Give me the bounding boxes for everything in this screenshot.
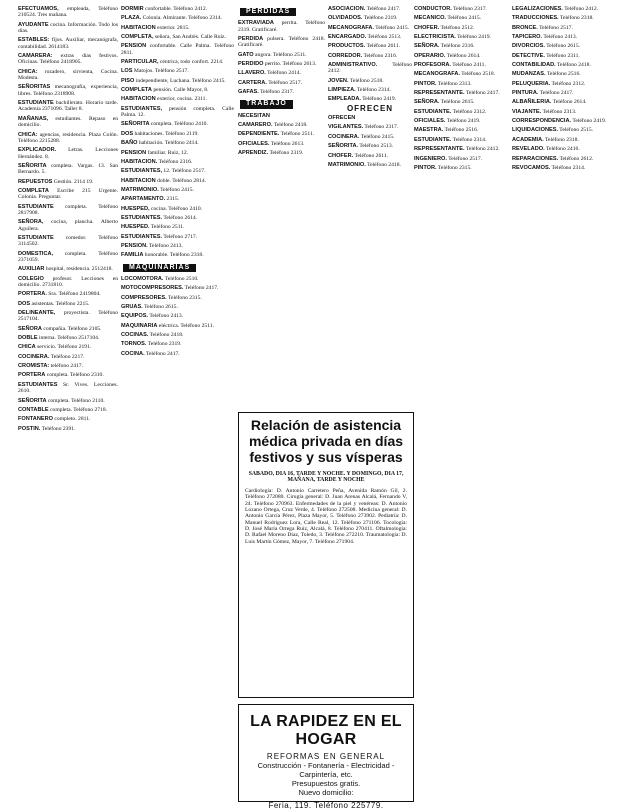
ad-line-3: Nuevo domicilio: — [298, 788, 354, 797]
classified-ad: FONTANERO completo. 2811. — [18, 416, 91, 423]
classified-ad: SEÑORITA completa. Teléfono 2110. — [18, 397, 105, 404]
classified-ad: COCINERA. Teléfono 2217. — [18, 353, 85, 360]
classified-ad: CAMARERO. Teléfono 2418. — [238, 122, 308, 129]
classified-ad: CONTABLE completa. Teléfono 2718. — [18, 406, 108, 413]
section-maquinarias: MAQUINARIAS — [123, 264, 196, 272]
classified-ad: POSTIN. Teléfono 2391. — [18, 425, 76, 432]
classified-ad: COMPLETA Escribe 215 Urgente. Colonia. Preguntar. — [18, 187, 118, 201]
classified-ad: SEÑORITA completa. Vargas. 13. San Bernardo. 5. — [18, 162, 118, 176]
classified-ad: COCINERA. Teléfono 2415. — [328, 133, 395, 140]
classified-ad: COMPLETA, señora, San Andrés. Calle Ruiz. — [121, 34, 226, 41]
classified-ad: CORREDOR. Teléfono 2316. — [328, 52, 398, 59]
classified-ad: OFICIALES. Teléfono 2613. — [238, 140, 305, 147]
classified-ad: PROFESORA. Teléfono 2411. — [414, 62, 486, 69]
classified-ad: ESTUDIANTE bachillerato. Horario tarde. Academia 2371096. Taller 8. — [18, 100, 118, 113]
ad-line-2: Presupuestos gratis. — [291, 779, 361, 788]
classified-ad: PRODUCTOS. Teléfono 2611. — [328, 43, 401, 50]
classified-ad: PORTERA completa. Teléfono 2310. — [18, 372, 104, 379]
classified-ad: MATRIMONIO. Teléfono 2415. — [121, 186, 194, 193]
classified-ad: PINTOR. Teléfono 2315. — [414, 164, 472, 171]
classified-ad: ASOCIACION. Teléfono 2417. — [328, 6, 401, 12]
column-6 — [512, 6, 612, 174]
classified-ad: ADMINISTRATIVO. Teléfono 2412. — [328, 62, 412, 75]
classified-ad: AYUDANTE cocina. Información. Todo los días. — [18, 21, 118, 35]
classified-ad: CONTABILIDAD. Teléfono 2418. — [512, 62, 591, 69]
classified-ad: ELECTRICISTA. Teléfono 2419. — [414, 34, 491, 41]
classified-ad: LOS Matojos. Teléfono 2517. — [121, 68, 189, 75]
classified-ad: OFRECEN — [328, 115, 356, 122]
medical-assistance-box — [238, 412, 414, 698]
classified-ad: DIVORCIOS. Teléfono 2615. — [512, 43, 581, 50]
classified-ad: HABITACION. Teléfono 2316. — [121, 158, 193, 165]
classified-ad: VIAJANTE. Teléfono 2313. — [512, 108, 577, 115]
classified-ad: EFECTUAMOS, empleada, Teléfono 210524. Tres mañana. — [18, 6, 118, 19]
classified-ad: ESTABLES: fijos. Auxiliar, mecanógrafa, contabilidad. 2614183. — [18, 37, 118, 50]
classified-ad: DEPENDIENTE. Teléfono 2511. — [238, 131, 315, 138]
classified-ad: GATO angora. Teléfono 2511. — [238, 51, 307, 58]
classified-ad: PELUQUERIA. Teléfono 2312. — [512, 80, 586, 87]
classified-ad: APARTAMENTO. 2315. — [121, 196, 180, 203]
classified-ad: MECANOGRAFA. Teléfono 2415. — [328, 24, 410, 31]
classified-ad: ESTUDIANTES. Teléfono 2717. — [121, 233, 198, 240]
column-1 — [18, 6, 118, 435]
classified-ad: CAMARERA: extras días festivos. Oficinas. Teléfono 2418905. — [18, 53, 118, 66]
classified-ad: ESTUDIANTES. Teléfono 2614. — [121, 214, 198, 221]
classified-ad: MUDANZAS. Teléfono 2516. — [512, 71, 581, 78]
classified-ad: DELINEANTE, proyectista. Teléfono 2517104. — [18, 310, 118, 323]
classified-ad: LIMPIEZA. Teléfono 2314. — [328, 87, 391, 94]
classified-ad: EMPLEADA. Teléfono 2419. — [328, 96, 397, 103]
classified-ad: TRADUCCIONES. Teléfono 2318. — [512, 15, 594, 22]
classified-ad: HABITACION doble. Teléfono 2814. — [121, 177, 207, 184]
medical-subtitle: SABADO, DIA 16, TARDE Y NOCHE. Y DOMINGO, DIA 17, MAÑANA, TARDE Y NOCHE — [248, 471, 404, 484]
classified-ad: GAFAS. Teléfono 2317. — [238, 89, 294, 96]
column-2 — [121, 6, 234, 360]
classified-ad: INGENIERO. Teléfono 2517. — [414, 155, 483, 162]
classified-ad: JOVEN. Teléfono 2518. — [328, 77, 384, 84]
classified-ad: PARTICULAR, céntrica, todo confort. 2214. — [121, 59, 224, 66]
classified-ad: REPUESTOS Gestión. 2114 19. — [18, 178, 94, 185]
classified-ad: ENCARGADO. Teléfono 2513. — [328, 34, 402, 41]
classified-ad: SEÑORITA. Teléfono 2513. — [328, 143, 394, 150]
column-3 — [238, 6, 325, 160]
classified-ad: PERDIDO perrito. Teléfono 2613. — [238, 61, 317, 68]
classified-ad: ESTUDIANTES Sr. Vives. Lecciones. 2610. — [18, 381, 118, 395]
classified-ad: LLAVERO. Teléfono 2414. — [238, 70, 301, 77]
ad-title: LA RAPIDEZ EN EL HOGAR — [250, 713, 402, 748]
classified-ad: LOCOMOTORA. Teléfono 2510. — [121, 275, 199, 282]
classified-ad: CARTERA. Teléfono 2517. — [238, 79, 302, 86]
classified-ad: CROMISTA: teléfono 2417. — [18, 363, 83, 370]
classified-ad: EXPLICADOR. Letras. Lecciones Hernández. 8. — [18, 147, 118, 160]
classified-ad: REVOCAMOS. Teléfono 2314. — [512, 164, 586, 171]
classified-ad: COMPRESORES. Teléfono 2315. — [121, 294, 202, 301]
medical-body: Cardiología: D. Antonio Carretero Peña, Avenida Ramón Gil, 2. Teléfono 272080. Cirugía general: D. Juan Arenas Alcalá, Fernando V, 24. Teléfono 270963. Enfermedades de la piel y venéreas: D. Antonio Lozano Ortega, Cruz Verde, 4. Teléfono 272508. Medicina general: D. Antonio García Pérez, Plaza Mayor, 5. Teléfono 273902. Pediatría: D. Manuel Rodríguez Lora, Calle Real, 12. Teléfono 271106. Tocología: D. José María Ortega Ruiz, Alcalá, 8. Teléfono 270411. Oftalmología: D. Rafael Moreno Díaz, Toledo, 3. Teléfono 272210. Traumatología: D. Luis Martín Gómez, Mayor, 7. Teléfono 271904. — [245, 487, 407, 545]
classified-ad: CHICA: agencias, residencia. Plaza Colón. Teléfono 2215288. — [18, 131, 118, 144]
classified-ad: PENSION familiar. Ruiz, 12. — [121, 149, 189, 156]
classified-ad: MAESTRA. Teléfono 2516. — [414, 127, 479, 134]
rapidez-ad-box — [238, 704, 414, 810]
classified-ad: DETECTIVE. Teléfono 2311. — [512, 52, 580, 59]
classified-ad: VIGILANTES. Teléfono 2317. — [328, 124, 399, 131]
classified-ad: PISO independiente, Luchana. Teléfono 2415. — [121, 77, 226, 84]
classified-ad: ESTUDIANTES, pensión completa. Calle Palma. 12. — [121, 105, 234, 119]
classified-ad: EQUIPOS. Teléfono 2413. — [121, 313, 184, 320]
classified-ad: CHOFER. Teléfono 2512. — [414, 24, 475, 31]
classified-ad: HUESPED. Teléfono 2511. — [121, 224, 185, 231]
classified-ad: FAMILIA honorable. Teléfono 2318. — [121, 252, 204, 259]
ad-line-1: Construcción - Fontanería - Electricidad - Carpintería, etc. — [257, 761, 395, 779]
classified-ad: SEÑORA, cocina, plancha. Alberto Aguilera. — [18, 219, 118, 232]
classified-ad: CORRESPONDENCIA. Teléfono 2419. — [512, 118, 607, 125]
classified-ad: CHICA: rozadero, sirvienta, Cocina. Modesta. — [18, 68, 118, 82]
classified-ad: PORTERA. Sra. Teléfono 2419804. — [18, 291, 101, 298]
classified-ad: DOS asistentas. Teléfono 2215. — [18, 300, 90, 307]
classified-ad: HABITACION exterior, cocina. 2311. — [121, 96, 207, 103]
classified-ad: SEÑORA. Teléfono 2615. — [414, 99, 475, 106]
ad-subtitle: REFORMAS EN GENERAL — [266, 752, 386, 761]
medical-title: Relación de asistencia médica privada en días festivos y sus vísperas — [248, 417, 404, 465]
classified-ad: MATRIMONIO. Teléfono 2418. — [328, 161, 401, 168]
classified-ad: MECANOGRAFA. Teléfono 2518. — [414, 71, 496, 78]
classified-ad: ALBAÑILERIA. Teléfono 2614. — [512, 99, 587, 106]
classified-ad: REPRESENTANTE. Teléfono 2412. — [414, 146, 500, 153]
classified-ad: COMPLETA pensión. Calle Mayor, 8. — [121, 87, 209, 94]
classified-ad: PINTOR. Teléfono 2313. — [414, 80, 472, 87]
classified-ad: BAÑO habitación. Teléfono 2414. — [121, 140, 199, 147]
classified-ad: TORNOS. Teléfono 2319. — [121, 341, 182, 348]
classified-ad: PERDIDA pulsera. Teléfono 2418. Gratificaré. — [238, 36, 325, 49]
classified-ad: MAÑANAS, estudiantes. Repaso en domicilio. — [18, 115, 118, 129]
classified-ad: REPRESENTANTE. Teléfono 2417. — [414, 90, 500, 97]
classified-ad: TAPICERO. Teléfono 2413. — [512, 34, 578, 41]
classified-ad: OFICIALES. Teléfono 2419. — [414, 118, 481, 125]
section-ofrecen: OFRECEN — [346, 103, 394, 113]
classified-ad: ESTUDIANTE completa. Teléfono 2817908. — [18, 203, 118, 216]
classified-ad: DOMESTICA, completa. Teléfono 2371059. — [18, 250, 118, 263]
classified-ad: SEÑORA. Teléfono 2316. — [414, 43, 475, 50]
classified-ad: MOTOCOMPRESORES. Teléfono 2417. — [121, 285, 219, 292]
classified-ad: COCINAS. Teléfono 2418. — [121, 332, 184, 339]
classified-ad: EXTRAVIADA perrita. Teléfono 2319. Gratificaré. — [238, 20, 325, 33]
classified-ad: ESTUDIANTES, 12. Teléfono 2517. — [121, 168, 206, 175]
classified-ad: HUESPED, cocina. Teléfono 2410. — [121, 205, 203, 212]
classified-ad: PLAZA. Colonia. Almirante. Teléfono 2314. — [121, 15, 222, 22]
classified-ad: OLVIDADOS. Teléfono 2319. — [328, 15, 398, 22]
classified-ad: CONDUCTOR. Teléfono 2317. — [414, 6, 487, 12]
classified-ad: NECESITAN — [238, 112, 270, 119]
classified-ad: PENSION. Teléfono 2413. — [121, 242, 183, 249]
classified-ad: ESTUDIANTE. Teléfono 2314. — [414, 136, 487, 143]
ad-footer: Feria, 119. Teléfono 225779. — [268, 801, 384, 810]
classified-ad: DORMIR confortable. Teléfono 2412. — [121, 6, 208, 12]
classified-ad: PENSION confortable. Calle Palma. Teléfono 2811. — [121, 43, 234, 56]
classified-ad: SEÑORA compañía. Teléfono 2105. — [18, 325, 102, 332]
classified-ad: CHICA servicio. Teléfono 2191. — [18, 344, 92, 351]
classified-ad: ACADEMIA. Teléfono 2318. — [512, 136, 579, 143]
classified-ad: COLEGIO profesor. Lecciones en domicilio. 2731810. — [18, 275, 118, 289]
classified-ad: SEÑORITAS mecanografía, experiencia, libres. Teléfono 2318908. — [18, 84, 118, 97]
section-perdidas: PERDIDAS — [240, 8, 296, 16]
classified-ad: APRENDIZ. Teléfono 2319. — [238, 150, 304, 157]
classified-ad: REVELADO. Teléfono 2416. — [512, 146, 580, 153]
classified-ad: OPERARIO. Teléfono 2614. — [414, 52, 481, 59]
classified-ad: ESTUDIANTE comedor. Teléfono 3114502. — [18, 234, 118, 248]
column-4 — [328, 6, 412, 171]
classified-ad: BRONCE. Teléfono 2517. — [512, 24, 573, 31]
classified-ad: SEÑORITA completa. Teléfono 2410. — [121, 121, 208, 128]
section-trabajo: TRABAJO — [240, 100, 293, 108]
classified-ad: CHOFER. Teléfono 2611. — [328, 152, 389, 159]
classified-ad: GRUAS. Teléfono 2615. — [121, 304, 178, 310]
classified-ad: AUXILIAR hospital, residencia. 2512418. — [18, 266, 113, 273]
classified-ad: REPARACIONES. Teléfono 2612. — [512, 155, 594, 162]
column-5 — [414, 6, 509, 174]
classified-ad: LEGALIZACIONES. Teléfono 2412. — [512, 6, 599, 12]
classified-ad: ESTUDIANTE. Teléfono 2312. — [414, 108, 487, 115]
classified-ad: MAQUINARIA eléctrica. Teléfono 2511. — [121, 322, 214, 329]
classified-ad: PINTURA. Teléfono 2417. — [512, 90, 574, 97]
classified-ad: MECANICO. Teléfono 2415. — [414, 15, 482, 22]
classified-ad: LIQUIDACIONES. Teléfono 2515. — [512, 127, 594, 134]
classified-ad: DOS habitaciones. Teléfono 2119. — [121, 130, 199, 137]
classified-ad: DOBLE interna. Teléfono 2517104. — [18, 335, 100, 342]
classified-ad: COCINA. Teléfono 2417. — [121, 350, 180, 357]
classified-ad: HABITACION exterior. 2815. — [121, 24, 190, 31]
